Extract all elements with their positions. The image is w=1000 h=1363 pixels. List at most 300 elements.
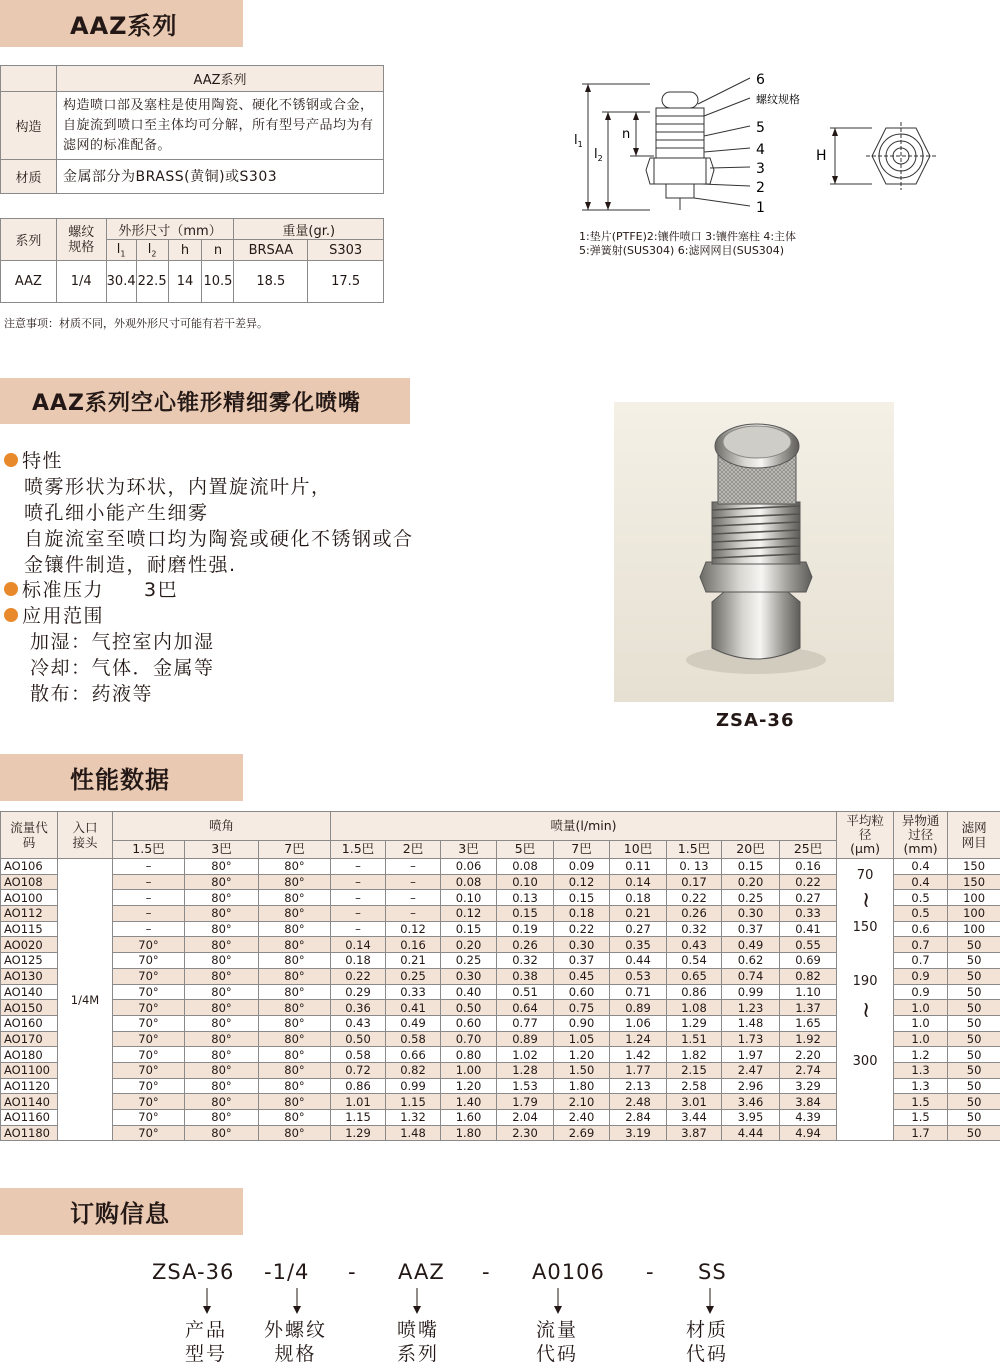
col-series: 系列 xyxy=(1,219,57,261)
cell: 3.84 xyxy=(780,1094,837,1110)
cell: 80° xyxy=(259,874,331,890)
cell: AAZ xyxy=(1,261,57,303)
cell: – xyxy=(386,859,441,875)
feature-heading: 特性 xyxy=(4,446,63,473)
particle-size-value: 190 xyxy=(852,974,878,989)
cell: 0.29 xyxy=(331,984,386,1000)
cell: 1.15 xyxy=(386,1094,441,1110)
cell-flow-code: AO1100 xyxy=(1,1062,58,1078)
bullet-dot-icon xyxy=(4,582,18,596)
col-thread: 螺纹规格 xyxy=(56,219,106,261)
cell-pass-size: 1.3 xyxy=(894,1078,948,1094)
cell: 0.80 xyxy=(441,1047,497,1063)
cell: 0.33 xyxy=(780,906,837,922)
cell-particle-size xyxy=(837,859,894,1141)
callout-thread: 螺纹规格 xyxy=(756,93,800,106)
application-line: 加湿：气控室内加湿 xyxy=(30,631,215,653)
cell: 80° xyxy=(259,859,331,875)
cell: 0.18 xyxy=(610,890,667,906)
cell: 0. 13 xyxy=(667,859,722,875)
cell: 0.14 xyxy=(331,937,386,953)
cell-flow-code: AO1180 xyxy=(1,1125,58,1141)
cell-mesh: 50 xyxy=(948,953,1000,969)
order-label-thread: 外螺纹 规格 xyxy=(264,1319,328,1363)
cell: 80° xyxy=(185,984,259,1000)
cell: 0.74 xyxy=(722,968,780,984)
cell: 30.4 xyxy=(106,261,136,303)
cell: 0.51 xyxy=(497,984,554,1000)
product-label: ZSA-36 xyxy=(716,710,795,731)
order-label-flow: 流量 代码 xyxy=(536,1319,579,1363)
cell: 3.01 xyxy=(667,1094,722,1110)
cell: 1.29 xyxy=(667,1015,722,1031)
cell: 80° xyxy=(185,859,259,875)
cell: 0.15 xyxy=(441,921,497,937)
callout-1: 1 xyxy=(756,200,765,216)
cell: 1.50 xyxy=(554,1062,610,1078)
cell: 1.51 xyxy=(667,1031,722,1047)
cell-flow-code: AO100 xyxy=(1,890,58,906)
cell: 0.35 xyxy=(610,937,667,953)
cell-pass-size: 1.2 xyxy=(894,1047,948,1063)
dim-h: H xyxy=(816,148,827,164)
order-code-dash: - xyxy=(482,1260,491,1284)
col-h: h xyxy=(168,240,202,261)
order-label-material: 材质 代码 xyxy=(686,1319,729,1363)
cell: 80° xyxy=(259,890,331,906)
row-label-material: 材质 xyxy=(1,160,57,194)
order-code-thread: -1/4 xyxy=(264,1260,310,1284)
cell: 1.65 xyxy=(780,1015,837,1031)
cell: 80° xyxy=(259,1047,331,1063)
cell-mesh: 50 xyxy=(948,1047,1000,1063)
cell: 80° xyxy=(185,1125,259,1141)
cell-pass-size: 0.7 xyxy=(894,937,948,953)
cell: 0.26 xyxy=(497,937,554,953)
row-text-material: 金属部分为BRASS(黄铜)或S303 xyxy=(57,160,384,194)
cell: 1.48 xyxy=(722,1015,780,1031)
section-title-performance xyxy=(0,754,243,801)
cell: 80° xyxy=(185,921,259,937)
cell: 80° xyxy=(185,1110,259,1126)
cell: 0.90 xyxy=(554,1015,610,1031)
cell: 0.44 xyxy=(610,953,667,969)
cell: 80° xyxy=(185,874,259,890)
cell-mesh: 50 xyxy=(948,1125,1000,1141)
cell: 2.20 xyxy=(780,1047,837,1063)
legend-line: 1:垫片(PTFE)2:镶件喷口 3:镶件塞柱 4:主体 xyxy=(579,230,797,243)
cell-mesh: 50 xyxy=(948,968,1000,984)
cell: 0.20 xyxy=(722,874,780,890)
cell: 0.43 xyxy=(667,937,722,953)
cell: 2.58 xyxy=(667,1078,722,1094)
cell: 0.32 xyxy=(667,921,722,937)
sub-header-angle: 3巴 xyxy=(185,840,259,858)
cell: 80° xyxy=(259,1125,331,1141)
cell: 4.44 xyxy=(722,1125,780,1141)
cell-mesh: 50 xyxy=(948,984,1000,1000)
particle-size-value: 150 xyxy=(852,920,878,935)
cell: – xyxy=(331,874,386,890)
cell: 0.99 xyxy=(386,1078,441,1094)
col-brsaa: BRSAA xyxy=(234,240,308,261)
cell: 1.20 xyxy=(554,1047,610,1063)
cell-pass-size: 1.0 xyxy=(894,1031,948,1047)
row-text-structure: 构造喷口部及塞柱是使用陶瓷、硬化不锈钢或合金，自旋流到喷口至主体均可分解，所有型号产品均为有滤网的标准配备。 xyxy=(57,92,384,160)
cell: 80° xyxy=(185,906,259,922)
cell-mesh: 100 xyxy=(948,890,1000,906)
application-heading: 应用范围 xyxy=(4,601,104,628)
cell: 0.58 xyxy=(331,1047,386,1063)
section-title-product xyxy=(0,378,410,424)
cell-pass-size: 0.5 xyxy=(894,906,948,922)
cell: 70° xyxy=(113,1031,185,1047)
cell: 0.89 xyxy=(610,1000,667,1016)
cell: 0.16 xyxy=(386,937,441,953)
col-l1: $l_1$ xyxy=(106,240,136,261)
cell: 80° xyxy=(259,968,331,984)
order-code-series: AAZ xyxy=(398,1260,445,1284)
row-label-structure: 构造 xyxy=(1,92,57,160)
cell: 2.69 xyxy=(554,1125,610,1141)
cell: 1.82 xyxy=(667,1047,722,1063)
col-inlet: 入口接头 xyxy=(58,812,113,859)
section-title-aaz xyxy=(0,0,243,47)
cell: 70° xyxy=(113,1062,185,1078)
cell: 2.48 xyxy=(610,1094,667,1110)
diagram-legend xyxy=(579,230,796,258)
cell: 1.32 xyxy=(386,1110,441,1126)
cell: 1.24 xyxy=(610,1031,667,1047)
cell: 80° xyxy=(185,968,259,984)
col-s303: S303 xyxy=(308,240,384,261)
cell: 0.32 xyxy=(497,953,554,969)
cell: 0.37 xyxy=(554,953,610,969)
cell: 80° xyxy=(259,953,331,969)
particle-size-value: 300 xyxy=(852,1054,878,1069)
cell: 70° xyxy=(113,953,185,969)
col-particle: 平均粒径(μm) xyxy=(837,812,894,859)
cell: 0.50 xyxy=(441,1000,497,1016)
cell: 70° xyxy=(113,1078,185,1094)
cell: 1.20 xyxy=(441,1078,497,1094)
cell: 80° xyxy=(185,937,259,953)
arrow-down-icon xyxy=(292,1288,302,1314)
cell: 70° xyxy=(113,1110,185,1126)
cell: 0.22 xyxy=(554,921,610,937)
cell: 80° xyxy=(185,1015,259,1031)
cell-mesh: 100 xyxy=(948,906,1000,922)
cell: 1.60 xyxy=(441,1110,497,1126)
cell: 1.00 xyxy=(441,1062,497,1078)
cell-flow-code: AO1140 xyxy=(1,1094,58,1110)
feature-line: 自旋流室至喷口均为陶瓷或硬化不锈钢或合 xyxy=(24,528,414,550)
order-code-dash: - xyxy=(646,1260,655,1284)
cell: 1.02 xyxy=(497,1047,554,1063)
cell: – xyxy=(113,859,185,875)
cell: 0.08 xyxy=(497,859,554,875)
col-flow-rate: 喷量(l/min) xyxy=(331,812,837,841)
dim-l1: $l_1$ xyxy=(574,133,583,149)
cell-pass-size: 0.7 xyxy=(894,953,948,969)
cell-mesh: 50 xyxy=(948,1078,1000,1094)
cell: 70° xyxy=(113,937,185,953)
cell: 0.11 xyxy=(610,859,667,875)
cell: 80° xyxy=(259,1078,331,1094)
cell-flow-code: AO125 xyxy=(1,953,58,969)
sub-header-angle: 7巴 xyxy=(259,840,331,858)
cell: 0.21 xyxy=(386,953,441,969)
cell: 1.80 xyxy=(441,1125,497,1141)
cell: 0.30 xyxy=(441,968,497,984)
dimension-table xyxy=(0,218,384,303)
cell: 0.30 xyxy=(554,937,610,953)
callout-6: 6 xyxy=(756,72,765,88)
feature-line: 喷孔细小能产生细雾 xyxy=(24,502,209,524)
cell-pass-size: 0.6 xyxy=(894,921,948,937)
cell: 0.17 xyxy=(667,874,722,890)
cell: 0.15 xyxy=(497,906,554,922)
cell: 0.12 xyxy=(554,874,610,890)
cell: 0.50 xyxy=(331,1031,386,1047)
cell: 80° xyxy=(259,937,331,953)
cell-flow-code: AO115 xyxy=(1,921,58,937)
cell: 80° xyxy=(185,1078,259,1094)
cell: 0.71 xyxy=(610,984,667,1000)
col-flow-code: 流量代码 xyxy=(1,812,58,859)
cell: 0.10 xyxy=(497,874,554,890)
cell: 1.06 xyxy=(610,1015,667,1031)
cell-flow-code: AO140 xyxy=(1,984,58,1000)
cell-flow-code: AO130 xyxy=(1,968,58,984)
cell: 80° xyxy=(259,1094,331,1110)
order-label-model: 产品 型号 xyxy=(185,1319,228,1363)
col-weight: 重量(gr.) xyxy=(234,219,384,240)
cell: 3.19 xyxy=(610,1125,667,1141)
cell: 0.86 xyxy=(331,1078,386,1094)
cell: 0.45 xyxy=(554,968,610,984)
cell: 0.41 xyxy=(780,921,837,937)
arrow-down-icon xyxy=(553,1288,563,1314)
cell: 0.40 xyxy=(441,984,497,1000)
cell: 0.27 xyxy=(780,890,837,906)
cell: 0.58 xyxy=(386,1031,441,1047)
cell: 1.10 xyxy=(780,984,837,1000)
sub-header-flow: 1.5巴 xyxy=(331,840,386,858)
cell: – xyxy=(386,874,441,890)
cell-pass-size: 1.5 xyxy=(894,1110,948,1126)
cell: 80° xyxy=(259,906,331,922)
section-title-text: AAZ系列空心锥形精细雾化喷嘴 xyxy=(32,390,362,416)
cell: 1.23 xyxy=(722,1000,780,1016)
cell: – xyxy=(386,906,441,922)
order-label-series: 喷嘴 系列 xyxy=(397,1319,440,1363)
cell: 0.22 xyxy=(667,890,722,906)
cell: 80° xyxy=(259,1062,331,1078)
cell: 2.10 xyxy=(554,1094,610,1110)
cell: 3.95 xyxy=(722,1110,780,1126)
cell: – xyxy=(331,921,386,937)
cell-mesh: 100 xyxy=(948,921,1000,937)
cell: 3.44 xyxy=(667,1110,722,1126)
cell-flow-code: AO106 xyxy=(1,859,58,875)
col-l2: $l_2$ xyxy=(136,240,168,261)
sub-header-flow: 7巴 xyxy=(554,840,610,858)
cell: 0.06 xyxy=(441,859,497,875)
callout-4: 4 xyxy=(756,142,765,158)
cell: 70° xyxy=(113,1015,185,1031)
cell-pass-size: 1.5 xyxy=(894,1094,948,1110)
order-code-flow: A0106 xyxy=(532,1260,605,1284)
cell: 0.19 xyxy=(497,921,554,937)
cell: 0.41 xyxy=(386,1000,441,1016)
cell: 70° xyxy=(113,1094,185,1110)
cell: 0.62 xyxy=(722,953,780,969)
cell: 1.15 xyxy=(331,1110,386,1126)
cell: 1.73 xyxy=(722,1031,780,1047)
bullet-dot-icon xyxy=(4,453,18,467)
cell: 14 xyxy=(168,261,202,303)
cell: 1.80 xyxy=(554,1078,610,1094)
sub-header-angle: 1.5巴 xyxy=(113,840,185,858)
cell-pass-size: 0.9 xyxy=(894,968,948,984)
cell-mesh: 50 xyxy=(948,1110,1000,1126)
cell-inlet: 1/4M xyxy=(58,859,113,1141)
cell: 0.43 xyxy=(331,1015,386,1031)
cell: 1.79 xyxy=(497,1094,554,1110)
cell-pass-size: 0.9 xyxy=(894,984,948,1000)
cell: 1.40 xyxy=(441,1094,497,1110)
cell: 17.5 xyxy=(308,261,384,303)
cell: 80° xyxy=(185,1062,259,1078)
cell: 0.25 xyxy=(722,890,780,906)
cell: 1.77 xyxy=(610,1062,667,1078)
col-dims: 外形尺寸（mm） xyxy=(106,219,234,240)
particle-size-value: ~ xyxy=(853,890,879,910)
cell: 1.08 xyxy=(667,1000,722,1016)
cell: 0.77 xyxy=(497,1015,554,1031)
cell: 2.47 xyxy=(722,1062,780,1078)
cell: 0.12 xyxy=(441,906,497,922)
cell: 80° xyxy=(259,1015,331,1031)
cell-flow-code: AO160 xyxy=(1,1015,58,1031)
arrow-down-icon xyxy=(705,1288,715,1314)
cell-flow-code: AO1120 xyxy=(1,1078,58,1094)
cell: 2.40 xyxy=(554,1110,610,1126)
application-line: 冷却：气体．金属等 xyxy=(30,657,215,679)
section-title-ordering xyxy=(0,1188,243,1235)
cell: 0.10 xyxy=(441,890,497,906)
cell: 0.53 xyxy=(610,968,667,984)
cell: 80° xyxy=(185,890,259,906)
cell: 70° xyxy=(113,1000,185,1016)
cell: 2.04 xyxy=(497,1110,554,1126)
cell: – xyxy=(386,890,441,906)
cell-pass-size: 1.3 xyxy=(894,1062,948,1078)
cell: 1.92 xyxy=(780,1031,837,1047)
cell-pass-size: 0.5 xyxy=(894,890,948,906)
cell: 0.08 xyxy=(441,874,497,890)
product-photo xyxy=(614,402,894,702)
cell: – xyxy=(331,859,386,875)
sub-header-flow: 20巴 xyxy=(722,840,780,858)
cell: 1/4 xyxy=(56,261,106,303)
cell: 1.05 xyxy=(554,1031,610,1047)
table-corner xyxy=(1,66,57,92)
cell-pass-size: 0.4 xyxy=(894,859,948,875)
col-mesh: 滤网网目 xyxy=(948,812,1000,859)
sub-header-flow: 5巴 xyxy=(497,840,554,858)
cell: 2.13 xyxy=(610,1078,667,1094)
cell: 80° xyxy=(185,1000,259,1016)
cell: 2.15 xyxy=(667,1062,722,1078)
cell: 80° xyxy=(185,1047,259,1063)
arrow-down-icon xyxy=(202,1288,212,1314)
cell: 0.54 xyxy=(667,953,722,969)
cell: 0.36 xyxy=(331,1000,386,1016)
cell: 70° xyxy=(113,1047,185,1063)
cell: 0.27 xyxy=(610,921,667,937)
cell: 2.30 xyxy=(497,1125,554,1141)
cell: 3.29 xyxy=(780,1078,837,1094)
performance-table xyxy=(0,811,1000,1141)
cell: 0.60 xyxy=(441,1015,497,1031)
col-pass: 异物通过径(mm) xyxy=(894,812,948,859)
cell-mesh: 50 xyxy=(948,1062,1000,1078)
pressure-heading: 标准压力 3巴 xyxy=(4,575,178,602)
cell: 1.53 xyxy=(497,1078,554,1094)
cell-mesh: 50 xyxy=(948,937,1000,953)
cell-flow-code: AO180 xyxy=(1,1047,58,1063)
cell: 0.70 xyxy=(441,1031,497,1047)
cell: 22.5 xyxy=(136,261,168,303)
arrow-down-icon xyxy=(412,1288,422,1314)
cell: 1.28 xyxy=(497,1062,554,1078)
cell: 0.14 xyxy=(610,874,667,890)
cell: 4.94 xyxy=(780,1125,837,1141)
cell: 0.30 xyxy=(722,906,780,922)
cell: 0.09 xyxy=(554,859,610,875)
sub-header-flow: 25巴 xyxy=(780,840,837,858)
particle-size-value: ~ xyxy=(853,1000,879,1020)
cell: 0.25 xyxy=(441,953,497,969)
table-header: AAZ系列 xyxy=(57,66,384,92)
cell: 80° xyxy=(259,921,331,937)
cell: 80° xyxy=(259,1110,331,1126)
cell: 0.26 xyxy=(667,906,722,922)
cell: 0.33 xyxy=(386,984,441,1000)
bullet-dot-icon xyxy=(4,608,18,622)
cell: 0.72 xyxy=(331,1062,386,1078)
cell: 0.82 xyxy=(386,1062,441,1078)
cell-pass-size: 1.7 xyxy=(894,1125,948,1141)
feature-line: 喷雾形状为环状，内置旋流叶片， xyxy=(24,476,332,498)
cell-mesh: 50 xyxy=(948,1094,1000,1110)
cell: 0.16 xyxy=(780,859,837,875)
cell-flow-code: AO112 xyxy=(1,906,58,922)
cell: 80° xyxy=(259,1031,331,1047)
cell: 1.01 xyxy=(331,1094,386,1110)
dim-n: n xyxy=(622,127,631,142)
cell: 2.74 xyxy=(780,1062,837,1078)
cell: 80° xyxy=(259,1000,331,1016)
cell-mesh: 50 xyxy=(948,1000,1000,1016)
dim-l2: $l_2$ xyxy=(594,147,603,163)
order-code-dash: - xyxy=(348,1260,357,1284)
col-n: n xyxy=(202,240,234,261)
cell-pass-size: 1.0 xyxy=(894,1015,948,1031)
cell: 0.66 xyxy=(386,1047,441,1063)
